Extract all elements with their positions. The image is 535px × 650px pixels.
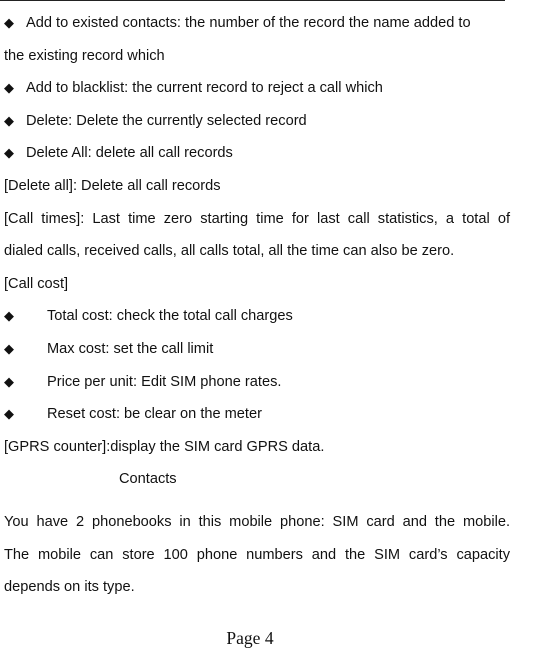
list-item <box>4 333 510 366</box>
contacts-paragraph-line-2: The mobile can store 100 phone numbers and the SIM card’s capacity <box>4 546 510 563</box>
call-cost-heading: [Call cost] <box>4 275 69 292</box>
list-item-text: Delete All: delete all call records <box>26 145 233 162</box>
list-item <box>4 137 510 170</box>
gprs-counter-line: [GPRS counter]:display the SIM card GPRS data. <box>4 438 325 455</box>
contacts-paragraph-line-1: You have 2 phonebooks in this mobile phone: SIM card and the mobile. <box>4 513 510 530</box>
delete-all-line: [Delete all]: Delete all call records <box>4 177 221 194</box>
call-times-line-1: [Call times]: Last time zero starting time for last call statistics, a total of <box>4 210 510 227</box>
diamond-bullet-icon: ◆ <box>4 80 14 96</box>
diamond-bullet-icon: ◆ <box>4 308 14 324</box>
list-item <box>4 366 510 399</box>
diamond-bullet-icon: ◆ <box>4 373 14 389</box>
list-item <box>4 398 510 431</box>
call-times-line-2: dialed calls, received calls, all calls total, all the time can also be zero. <box>4 243 455 260</box>
list-item <box>4 7 510 40</box>
list-item <box>4 300 510 333</box>
diamond-bullet-icon: ◆ <box>4 15 14 30</box>
contacts-paragraph-line-3: depends on its type. <box>4 579 135 596</box>
diamond-bullet-icon: ◆ <box>4 145 14 161</box>
list-item-text: Add to blacklist: the current record to reject a call which <box>26 80 383 97</box>
contacts-heading: Contacts <box>119 471 177 488</box>
list-item <box>4 105 510 138</box>
list-item-text: Reset cost: be clear on the meter <box>47 406 262 423</box>
diamond-bullet-icon: ◆ <box>4 112 14 128</box>
document-body <box>4 7 510 604</box>
page-number: Page 4 <box>226 628 274 648</box>
list-item-text: Total cost: check the total call charges <box>47 308 293 325</box>
list-item-text: Delete: Delete the currently selected record <box>26 112 307 129</box>
diamond-bullet-icon: ◆ <box>4 340 14 356</box>
list-item <box>4 72 510 105</box>
diamond-bullet-icon: ◆ <box>4 406 14 422</box>
list-item-text: Add to existed contacts: the number of the record the name added to <box>26 15 471 31</box>
contacts-paragraph <box>4 506 510 604</box>
continuation-line: the existing record which <box>4 47 165 64</box>
list-item-text: Price per unit: Edit SIM phone rates. <box>47 373 282 390</box>
list-item-text: Max cost: set the call limit <box>47 340 214 357</box>
top-rule <box>0 0 505 1</box>
